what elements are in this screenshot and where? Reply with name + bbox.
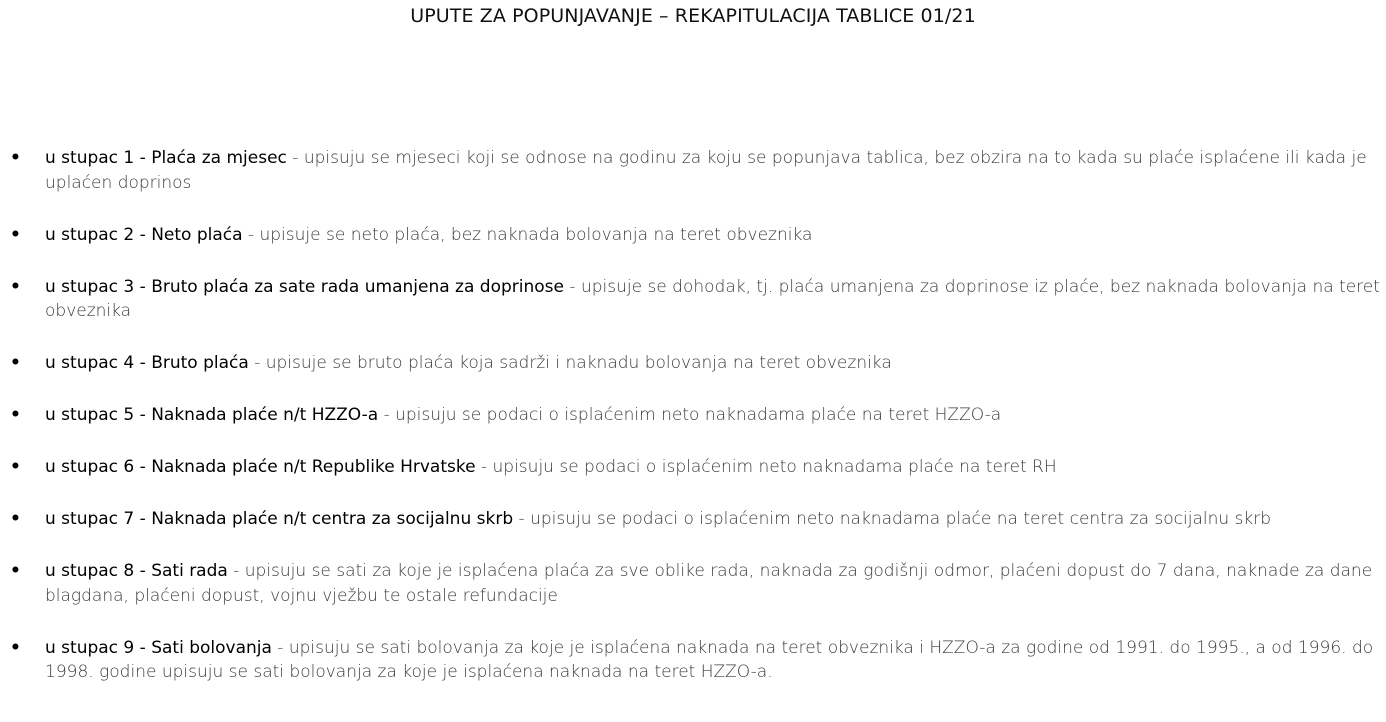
column-label: u stupac 6 - Naknada plaće n/t Republike Hrvatske bbox=[45, 457, 476, 477]
column-label: u stupac 5 - Naknada plaće n/t HZZO-a bbox=[45, 405, 379, 425]
list-item-column-4 bbox=[0, 351, 1386, 376]
column-label: u stupac 4 - Bruto plaća bbox=[45, 353, 249, 373]
column-description: - upisuje se neto plaća, bez naknada bolovanja na teret obveznika bbox=[242, 224, 813, 245]
column-description: - upisuju se mjeseci koji se odnose na godinu za koju se popunjava tablica, bez obzira na to kada su plaće isplaćene ili kada je uplaćen doprinos bbox=[45, 148, 1367, 193]
list-item-column-3 bbox=[0, 275, 1386, 324]
column-description: - upisuje se dohodak, tj. plaća umanjena za doprinose iz plaće, bez naknada bolovanja na teret obveznika bbox=[45, 276, 1380, 321]
list-item-column-9 bbox=[0, 636, 1386, 685]
list-item-column-2 bbox=[0, 223, 1386, 248]
list-item-column-6 bbox=[0, 455, 1386, 480]
list-item-column-7 bbox=[0, 507, 1386, 532]
list-item-column-1 bbox=[0, 146, 1386, 195]
bullet-icon: • bbox=[10, 405, 21, 425]
column-label: u stupac 3 - Bruto plaća za sate rada umanjena za doprinose bbox=[45, 276, 564, 297]
bullet-icon: • bbox=[10, 224, 21, 245]
column-description: - upisuju se podaci o isplaćenim neto naknadama plaće na teret RH bbox=[475, 457, 1057, 477]
list-item-column-8 bbox=[0, 559, 1386, 608]
column-label: u stupac 2 - Neto plaća bbox=[45, 224, 243, 245]
page-title: UPUTE ZA POPUNJAVANJE – REKAPITULACIJA TABLICE 01/21 bbox=[410, 5, 976, 27]
column-description: - upisuju se podaci o isplaćenim neto naknadama plaće na teret HZZO-a bbox=[378, 405, 1002, 425]
column-description: - upisuju se podaci o isplaćenim neto naknadama plaće na teret centra za socijalnu skrb bbox=[513, 509, 1272, 529]
bullet-icon: • bbox=[10, 148, 21, 168]
bullet-icon: • bbox=[10, 637, 21, 658]
bullet-icon: • bbox=[10, 509, 21, 529]
column-description: - upisuje se bruto plaća koja sadrži i naknadu bolovanja na teret obveznika bbox=[248, 353, 892, 373]
bullet-icon: • bbox=[10, 353, 21, 373]
list-item-column-5 bbox=[0, 403, 1386, 428]
instructions-list bbox=[0, 146, 1386, 712]
column-description: - upisuju se sati za koje je isplaćena plaća za sve oblike rada, naknada za godišnji odmor, plaćeni dopust do 7 dana, naknade za dane blagdana, plaćeni dopust, vojnu vježbu te ostale refundacije bbox=[45, 561, 1373, 606]
bullet-icon: • bbox=[10, 561, 21, 581]
column-label: u stupac 9 - Sati bolovanja bbox=[45, 637, 272, 658]
column-label: u stupac 1 - Plaća za mjesec bbox=[45, 148, 287, 168]
column-label: u stupac 8 - Sati rada bbox=[45, 561, 228, 581]
column-label: u stupac 7 - Naknada plaće n/t centra za socijalnu skrb bbox=[45, 509, 514, 529]
bullet-icon: • bbox=[10, 457, 21, 477]
column-description: - upisuju se sati bolovanja za koje je isplaćena naknada na teret obveznika i HZZO-a za godine od 1991. do 1995., a od 1996. do 1998. godine upisuju se sati bolovanja za koje je isplaćena naknada na teret HZZO-a. bbox=[45, 637, 1374, 682]
bullet-icon: • bbox=[10, 276, 21, 297]
